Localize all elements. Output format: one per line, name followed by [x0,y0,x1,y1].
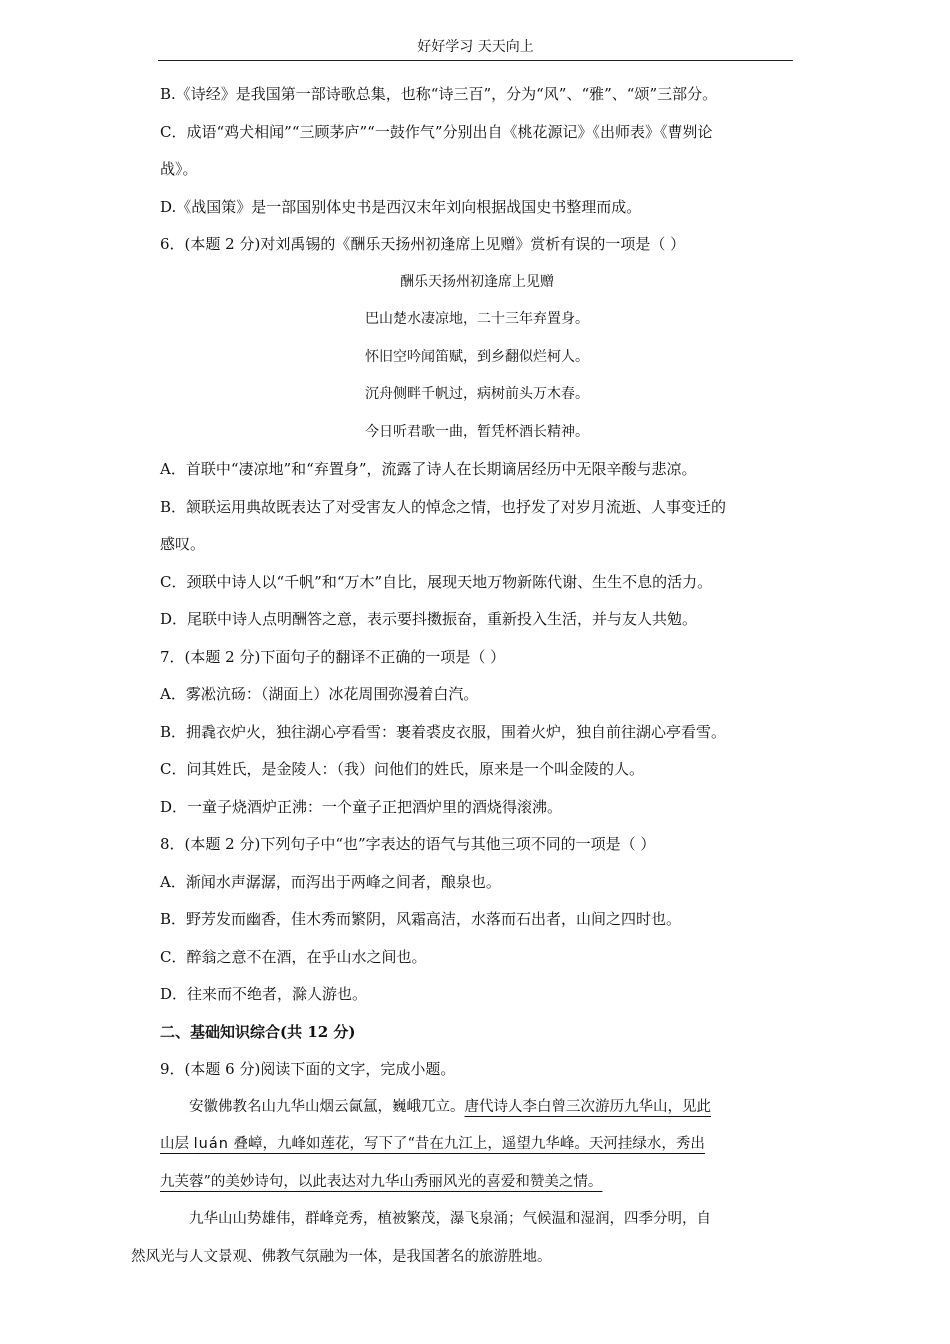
passage-line: 然风光与人文景观、佛教气氛融为一体，是我国著名的旅游胜地。 [131,1248,552,1265]
passage-paragraph-2 [131,1201,794,1276]
q6-option-a: A．首联中“凄凉地”和“弃置身”，流露了诗人在长期谪居经历中无限辛酸与悲凉。 [160,460,697,478]
header-divider [158,60,793,61]
q7-option-a: A．雾凇沆砀：（湖面上）冰花周围弥漫着白汽。 [160,685,479,703]
q7-option-d: D．一童子烧酒炉正沸：一个童子正把酒炉里的酒烧得滚沸。 [160,797,563,816]
q7-stem: 7．(本题 2 分)下面句子的翻译不正确的一项是（ ） [160,647,506,666]
q9-stem: 9．(本题 6 分)阅读下面的文字，完成小题。 [160,1060,456,1078]
q7-option-b: B．拥毳衣炉火，独往湖心亭看雪：裹着裘皮衣服，围着火炉，独自前往湖心亭看雪。 [160,722,727,741]
q8-option-b: B．野芳发而幽香，佳木秀而繁阴，风霜高洁，水落而石出者，山间之四时也。 [160,910,682,928]
question-7 [160,639,794,827]
q7-option-c: C．问其姓氏，是金陵人：（我）问他们的姓氏，原来是一个叫金陵的人。 [160,760,644,778]
underlined-sentence: 唐代诗人李白曾三次游历九华山，见此 [464,1098,711,1115]
underlined-sentence: 叠嶂，九峰如莲花，写下了“昔在九江上，遥望九华峰。天河挂绿水，秀出 [228,1136,705,1152]
q6-option-b-line2: 感叹。 [160,535,206,553]
q5-option-c-line2: 战》。 [160,160,198,178]
question-9 [131,1051,794,1276]
passage-paragraph-1 [160,1089,794,1202]
underlined-sentence: 九芙蓉”的美妙诗句，以此表达对九华山秀丽风光的喜爱和赞美之情。 [160,1173,603,1190]
pinyin-annotation: luán [193,1136,229,1152]
question-6 [160,226,794,639]
underlined-sentence: 山层 [160,1136,194,1152]
poem-line: 沉舟侧畔千帆过，病树前头万木春。 [365,386,589,402]
q8-option-c: C．醉翁之意不在酒，在乎山水之间也。 [160,947,427,966]
poem-line: 今日听君歌一曲，暂凭杯酒长精神。 [365,423,589,440]
q6-option-c: C．颈联中诗人以“千帆”和“万木”自比，展现天地万物新陈代谢、生生不息的活力。 [160,572,713,591]
q8-option-d: D．往来而不绝者，滁人游也。 [160,985,368,1003]
page-header: 好好学习 天天向上 [417,39,534,55]
q6-stem: 6．(本题 2 分)对刘禹锡的《酬乐天扬州初逢席上见赠》赏析有误的一项是（ ） [160,235,686,253]
q8-stem: 8．(本题 2 分)下列句子中“也”字表达的语气与其他三项不同的一项是（ ） [160,835,656,853]
question-8 [160,826,794,1014]
poem-line: 怀旧空吟闻笛赋，到乡翻似烂柯人。 [365,348,589,365]
q6-option-d: D．尾联中诗人点明酬答之意，表示要抖擞振奋，重新投入生活，并与友人共勉。 [160,610,698,628]
q8-option-a: A．渐闻水声潺潺，而泻出于两峰之间者，酿泉也。 [160,872,501,891]
q6-option-b-line1: B．颔联运用典故既表达了对受害友人的悼念之情，也抒发了对岁月流逝、人事变迁的 [160,497,727,516]
question-5-options [160,76,794,226]
poem-line: 巴山楚水凄凉地，二十三年弃置身。 [365,311,589,327]
passage-line: 九华山山势雄伟，群峰竞秀，植被繁茂，瀑飞泉涌；气候温和湿润，四季分明，自 [189,1211,711,1227]
section-heading: 二、基础知识综合(共 12 分) [160,1022,356,1041]
page-content [131,76,794,1276]
poem-title: 酬乐天扬州初逢席上见赠 [400,273,554,290]
q5-option-d: D.《战国策》是一部国别体史书是西汉末年刘向根据战国史书整理而成。 [160,197,642,216]
q5-option-b: B.《诗经》是我国第一部诗歌总集，也称“诗三百”，分为“风”、“雅”、“颂”三部分。 [160,85,718,103]
passage-plain-text: 安徽佛教名山九华山烟云氤氲，巍峨兀立。 [189,1098,465,1115]
q5-option-c-line1: C．成语“鸡犬相闻”“三顾茅庐”“一鼓作气”分别出自《桃花源记》《出师表》《曹刿论 [160,122,713,141]
